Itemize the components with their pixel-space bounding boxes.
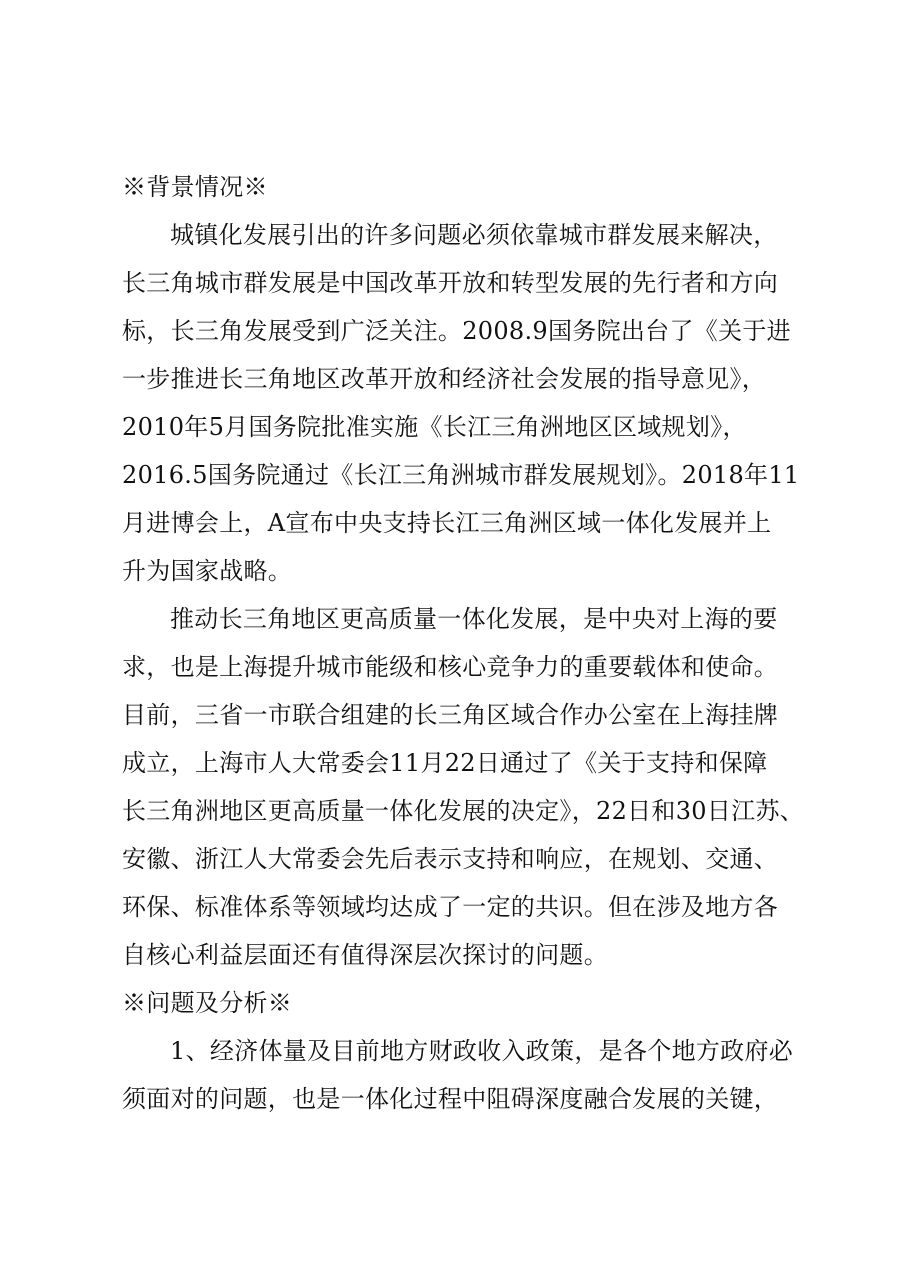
paragraph-line: 一步推进长三角地区改革开放和经济社会发展的指导意见》，: [122, 365, 767, 393]
paragraph-line: 1、经济体量及目前地方财政收入政策，是各个地方政府必: [170, 1037, 794, 1065]
paragraph-line: 2010年5月国务院批准实施《长江三角洲地区区域规划》，: [122, 413, 747, 441]
paragraph-line: 月进博会上，A宣布中央支持长江三角洲区域一体化发展并上: [122, 509, 772, 537]
paragraph-line: 自核心利益层面还有值得深层次探讨的问题。: [122, 941, 608, 969]
paragraph-line: 2016.5国务院通过《长江三角洲城市群发展规划》。2018年11: [122, 461, 800, 489]
paragraph-line: 求，也是上海提升城市能级和核心竞争力的重要载体和使命。: [122, 653, 779, 681]
paragraph-line: 目前，三省一市联合组建的长三角区域合作办公室在上海挂牌: [122, 701, 779, 729]
paragraph-line: 标，长三角发展受到广泛关注。2008.9国务院出台了《关于进: [122, 317, 791, 345]
paragraph-line: 长三角城市群发展是中国改革开放和转型发展的先行者和方向: [122, 269, 779, 297]
paragraph-line: 成立，上海市人大常委会11月22日通过了《关于支持和保障: [122, 749, 768, 777]
section-heading-problems: ※问题及分析※: [122, 989, 293, 1017]
paragraph-line: 环保、标准体系等领域均达成了一定的共识。但在涉及地方各: [122, 893, 779, 921]
paragraph-line: 须面对的问题，也是一体化过程中阻碍深度融合发展的关键，: [122, 1085, 779, 1113]
section-heading-background: ※背景情况※: [122, 173, 268, 201]
paragraph-line: 推动长三角地区更高质量一体化发展，是中央对上海的要: [170, 605, 778, 633]
paragraph-line: 城镇化发展引出的许多问题必须依靠城市群发展来解决，: [170, 221, 778, 249]
paragraph-line: 安徽、浙江人大常委会先后表示支持和响应，在规划、交通、: [122, 845, 779, 873]
paragraph-line: 长三角洲地区更高质量一体化发展的决定》，22日和30日江苏、: [122, 797, 805, 825]
paragraph-line: 升为国家战略。: [122, 557, 293, 585]
